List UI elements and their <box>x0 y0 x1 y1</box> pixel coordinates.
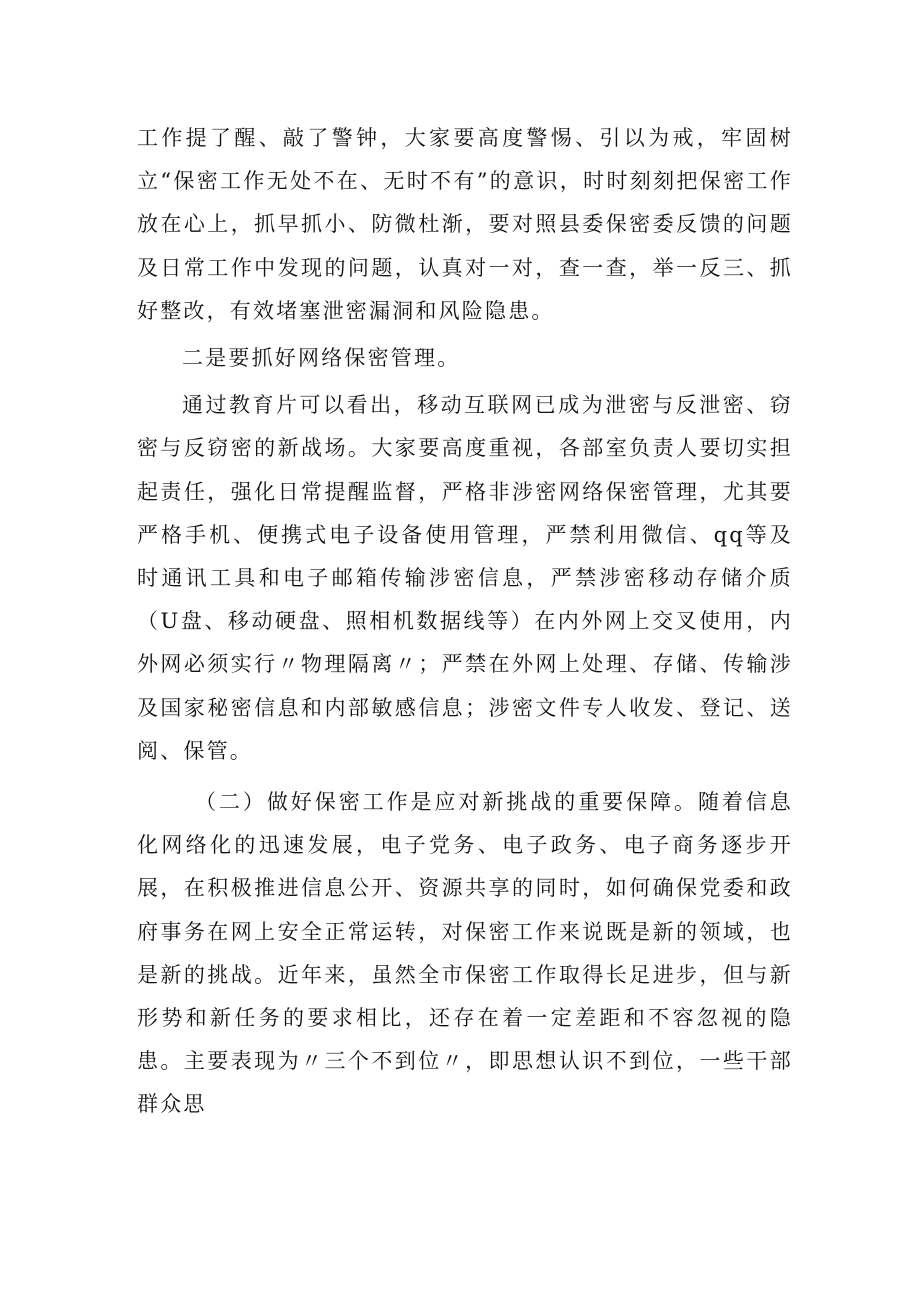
paragraph-network-management: 通过教育片可以看出，移动互联网已成为泄密与反泄密、窃密与反窃密的新战场。大家要高度重视，各部室负责人要切实担起责任，强化日常提醒监督，严格非涉密网络保密管理，尤其要严格手机、便携式电子设备使用管理，严禁利用微信、qq等及时通讯工具和电子邮箱传输涉密信息，严禁涉密移动存储介质（U盘、移动硬盘、照相机数据线等）在内外网上交叉使用，内外网必须实行〃物理隔离〃；严禁在外网上处理、存储、传输涉及国家秘密信息和内部敏感信息；涉密文件专人收发、登记、送阅、保管。 <box>137 393 793 763</box>
paragraph-section-two: （二）做好保密工作是应对新挑战的重要保障。随着信息化网络化的迅速发展，电子党务、电子政务、电子商务逐步开展，在积极推进信息公开、资源共享的同时，如何确保党委和政府事务在网上安全正常运转，对保密工作来说既是新的领域，也是新的挑战。近年来，虽然全市保密工作取得长足进步，但与新形势和新任务的要求相比，还存在着一定差距和不容忽视的隐患。主要表现为〃三个不到位〃，即思想认识不到位，一些干部群众思 <box>137 790 793 1117</box>
paragraph-continuation: 工作提了醒、敲了警钟，大家要高度警惕、引以为戒，牢固树立“保密工作无处不在、无时不有”的意识，时时刻刻把保密工作放在心上，抓早抓小、防微杜渐，要对照县委保密委反馈的问题及日常工作中发现的问题，认真对一对，查一查，举一反三、抓好整改，有效堵塞泄密漏洞和风险隐患。 <box>137 126 793 323</box>
paragraph-heading-network-security: 二是要抓好网络保密管理。 <box>182 346 461 371</box>
document-body <box>137 117 793 1127</box>
